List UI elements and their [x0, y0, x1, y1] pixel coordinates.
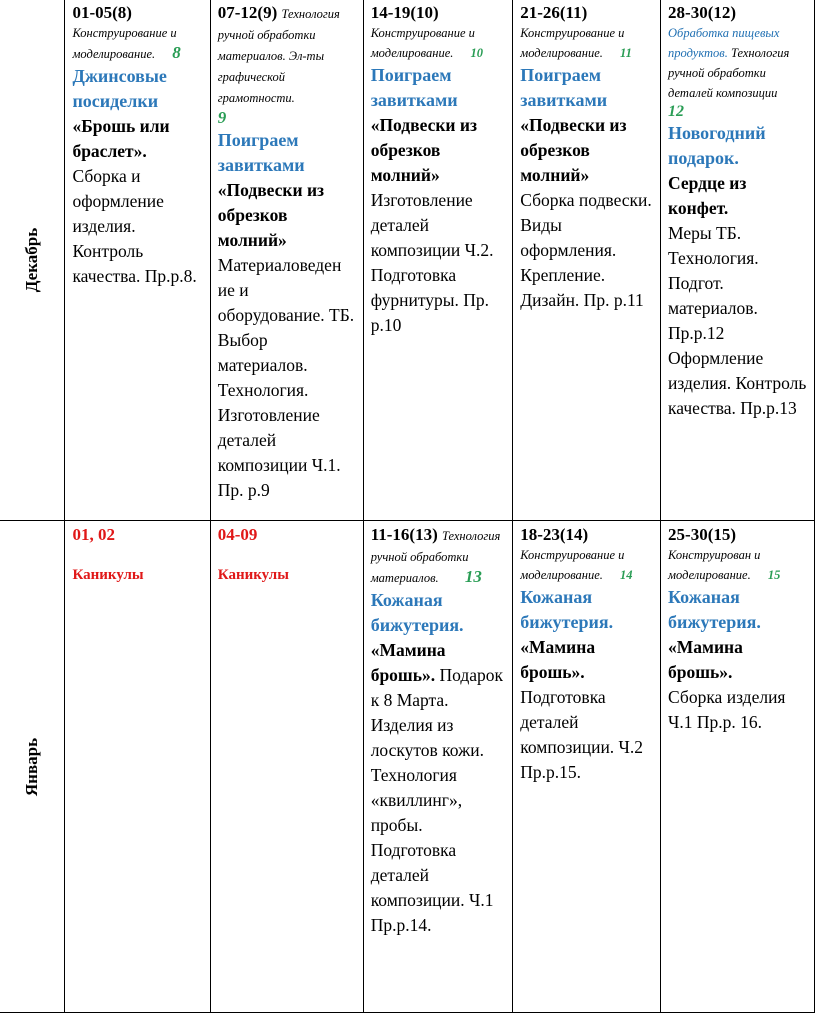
week-cell	[661, 521, 815, 1013]
lesson-topic: Конструирование и моделирование.	[370, 26, 475, 60]
lesson-content: Материаловеден ие и оборудование. ТБ. Выбор материалов. Технология. Изготовление деталей композиции Ч.1. Пр. р.9	[217, 255, 355, 500]
lesson-content: Подарок к 8 Марта. Изделия из лоскутов кожи. Технология «квиллинг», пробы. Подготовка деталей композиции. Ч.1 Пр.р.14.	[370, 665, 504, 935]
lesson-number: 12	[668, 103, 685, 120]
month-label: Январь	[22, 737, 42, 796]
week-date: 01-05(8)	[72, 3, 132, 22]
week-date: 28-30(12)	[668, 3, 737, 22]
week-date: 11-16(13)	[370, 525, 438, 544]
week-date: 01, 02	[72, 525, 115, 544]
holiday-label: Каникулы	[217, 567, 289, 583]
project-title: «Мамина брошь».	[520, 637, 596, 682]
month-cell	[0, 521, 65, 1013]
lesson-theme: Новогодний подарок.	[668, 123, 766, 168]
lesson-theme: Джинсовые посиделки	[72, 66, 167, 111]
week-cell	[363, 521, 513, 1013]
lesson-number: 10	[470, 46, 484, 60]
week-cell	[661, 0, 815, 521]
week-date: 07-12(9)	[217, 3, 278, 22]
lesson-theme: Поиграем завитками	[520, 65, 608, 110]
lesson-content: Сборка и оформление изделия. Контроль качества. Пр.р.8.	[72, 166, 197, 286]
project-title: «Подвески из обрезков молний»	[520, 115, 627, 185]
lesson-topic: Конструирование и моделирование.	[520, 548, 625, 582]
lesson-number: 9	[217, 108, 227, 127]
week-cell	[513, 0, 661, 521]
lesson-topic-blue: Обработка пищевых продуктов.	[668, 26, 780, 60]
lesson-number: 15	[767, 568, 781, 582]
week-date: 18-23(14)	[520, 525, 589, 544]
lesson-theme: Кожаная бижутерия.	[370, 590, 464, 635]
lesson-content: Меры ТБ. Технология. Подгот. материалов. Пр.р.12 Оформление изделия. Контроль качества. Пр.р.13	[668, 223, 807, 418]
lesson-number: 11	[620, 46, 632, 60]
lesson-theme: Поиграем завитками	[217, 130, 305, 175]
project-title: Сердце из конфет.	[668, 173, 747, 218]
lesson-theme: Кожаная бижутерия.	[520, 587, 614, 632]
week-cell	[65, 521, 210, 1013]
table-row-january	[0, 521, 815, 1013]
project-title: «Мамина брошь».	[370, 640, 446, 685]
week-date: 25-30(15)	[668, 525, 737, 544]
lesson-number: 14	[620, 568, 633, 582]
holiday-label: Каникулы	[72, 567, 144, 583]
lesson-topic: Конструирование и моделирование.	[520, 26, 625, 60]
month-cell	[0, 0, 65, 521]
lesson-content: Сборка изделия Ч.1 Пр.р. 16.	[668, 687, 786, 732]
project-title: «Брошь или браслет».	[72, 116, 170, 161]
lesson-theme: Кожаная бижутерия.	[668, 587, 761, 632]
week-cell	[363, 0, 513, 521]
lesson-content: Изготовление деталей композиции Ч.2. Подготовка фурнитуры. Пр. р.10	[370, 190, 494, 335]
week-cell	[65, 0, 210, 521]
lesson-topic: Технология ручной обработки деталей композиции	[668, 46, 790, 100]
week-cell	[513, 521, 661, 1013]
lesson-number: 13	[464, 567, 482, 586]
week-date: 04-09	[217, 525, 258, 544]
lesson-topic: Конструирование и моделирование.	[72, 26, 177, 61]
lesson-theme: Поиграем завитками	[370, 65, 458, 110]
week-date: 14-19(10)	[370, 3, 439, 22]
lesson-topic: Конструирован и моделирование.	[668, 548, 761, 582]
lesson-content: Сборка подвески. Виды оформления. Крепление. Дизайн. Пр. р.11	[520, 190, 652, 310]
lesson-topic: Технология ручной обработки материалов.	[370, 529, 501, 585]
week-cell	[210, 521, 363, 1013]
lesson-number: 8	[172, 43, 181, 62]
week-date: 21-26(11)	[520, 3, 588, 22]
project-title: «Подвески из обрезков молний»	[370, 115, 478, 185]
month-label: Декабрь	[22, 227, 42, 292]
lesson-content: Подготовка деталей композиции. Ч.2 Пр.р.15.	[520, 687, 644, 782]
week-cell	[210, 0, 363, 521]
project-title: «Мамина брошь».	[668, 637, 743, 682]
lesson-topic: Технология ручной обработки материалов. Эл-ты графической грамотности.	[217, 7, 340, 105]
project-title: «Подвески из обрезков молний»	[217, 180, 325, 250]
